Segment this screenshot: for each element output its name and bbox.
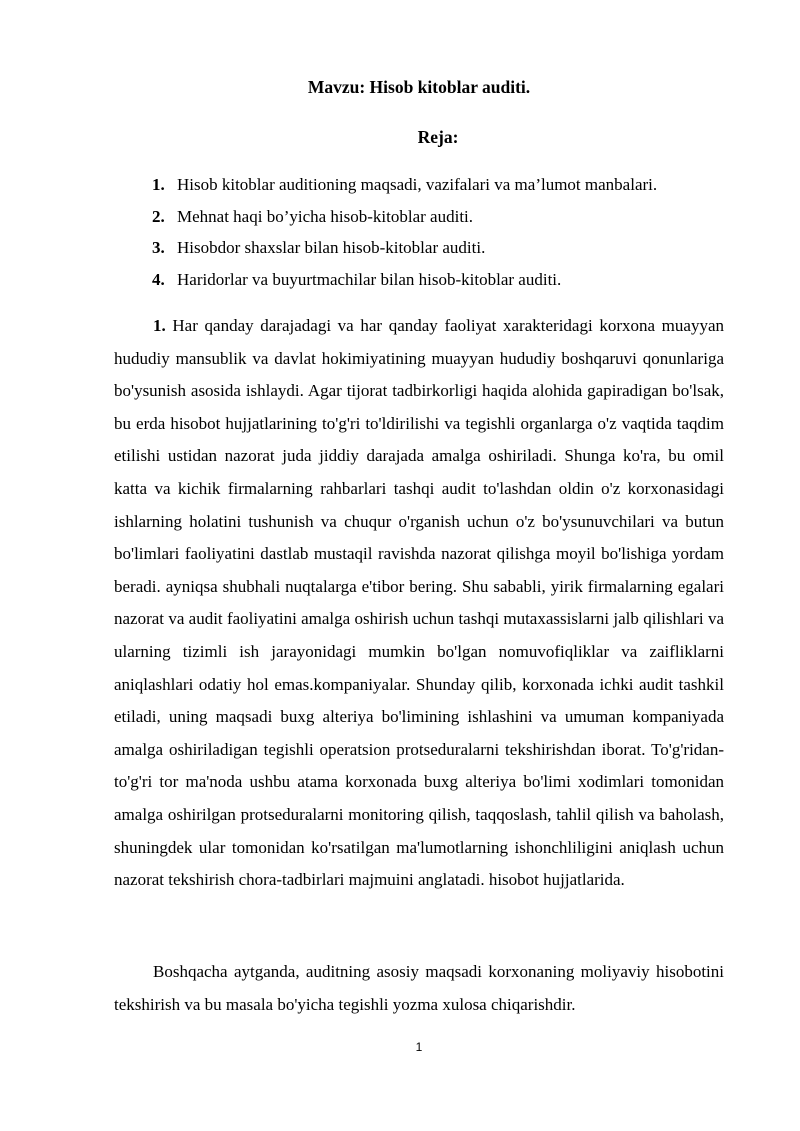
- plan-item-number: 3.: [152, 238, 165, 257]
- plan-item: [152, 174, 657, 206]
- plan-item-text: Hisobdor shaxslar bilan hisob-kitoblar auditi.: [177, 238, 486, 257]
- paragraph-1-text: Har qanday darajadagi va har qanday faoliyat xarakteridagi korxona muayyan hududiy mansublik va davlat hokimiyatining muayyan hududiy boshqaruvi qonunlariga bo'ysunish asosida ishlaydi. Agar tijorat tadbirkorligi haqida alohida gapiradigan bo'lsak, bu erda hisobot hujjatlarining to'g'ri to'ldirilishi va tegishli organlarga o'z vaqtida taqdim etilishi ustidan nazorat juda jiddiy darajada amalga oshiriladi. Shunga ko'ra, bu omil katta va kichik firmalarning rahbarlari tashqi audit to'lashdan oldin o'z korxonasidagi ishlarning holatini tushunish va chuqur o'rganish uchun o'z bo'ysunuvchilari va butun bo'limlari faoliyatini dastlab mustaqil ravishda nazorat qilishga moyil bo'lishiga yordam beradi. ayniqsa shubhali nuqtalarga e'tibor bering. Shu sababli, yirik firmalarning egalari nazorat va audit faoliyatini amalga oshirish uchun tashqi mutaxassislarni jalb qilishlari va ularning tizimli ish jarayonidagi mumkin bo'lgan nomuvofiqliklar va zaifliklarni aniqlashlari odatiy hol emas.kompaniyalar. Shunday qilib, korxonada ichki audit tashkil etiladi, uning maqsadi buxg alteriya bo'limining ishlashini va umuman kompaniyada amalga oshiriladigan tegishli operatsion protseduralarni tekshirishdan iborat. To'g'ridan-to'g'ri tor ma'noda ushbu atama korxonada buxg alteriya bo'limi xodimlari tomonidan amalga oshirilgan protseduralarni monitoring qilish, taqqoslash, tahlil qilish va baholash, shuningdek ular tomonidan ko'rsatilgan ma'lumotlarning ishonchliligini aniqlash uchun nazorat tekshirish chora-tadbirlari majmuini anglatadi. hisobot hujjatlarida.: [114, 316, 724, 890]
- plan-item: [152, 206, 657, 238]
- plan-item-number: 1.: [152, 175, 165, 194]
- plan-item-text: Mehnat haqi bo’yicha hisob-kitoblar auditi.: [177, 206, 474, 226]
- plan-item-text: Haridorlar va buyurtmachilar bilan hisob-kitoblar auditi.: [177, 269, 562, 289]
- plan-item: [152, 237, 657, 269]
- plan-item-number: 2.: [152, 206, 165, 226]
- plan-heading: Reja:: [417, 127, 459, 147]
- body-paragraph-2: Boshqacha aytganda, auditning asosiy maqsadi korxonaning moliyaviy hisobotini tekshirish va bu masala bo'yicha tegishli yozma xulosa chiqarishdir.: [114, 962, 724, 1014]
- document-title: Mavzu: Hisob kitoblar auditi.: [307, 77, 531, 97]
- plan-item: [152, 269, 657, 301]
- plan-item-number: 4.: [152, 269, 165, 289]
- plan-list: [152, 174, 657, 300]
- paragraph-number: 1.: [153, 316, 166, 335]
- page-number: 1: [415, 1040, 423, 1054]
- body-paragraph-1: [114, 310, 724, 897]
- plan-item-text: Hisob kitoblar auditioning maqsadi, vazifalari va ma’lumot manbalari.: [177, 175, 658, 194]
